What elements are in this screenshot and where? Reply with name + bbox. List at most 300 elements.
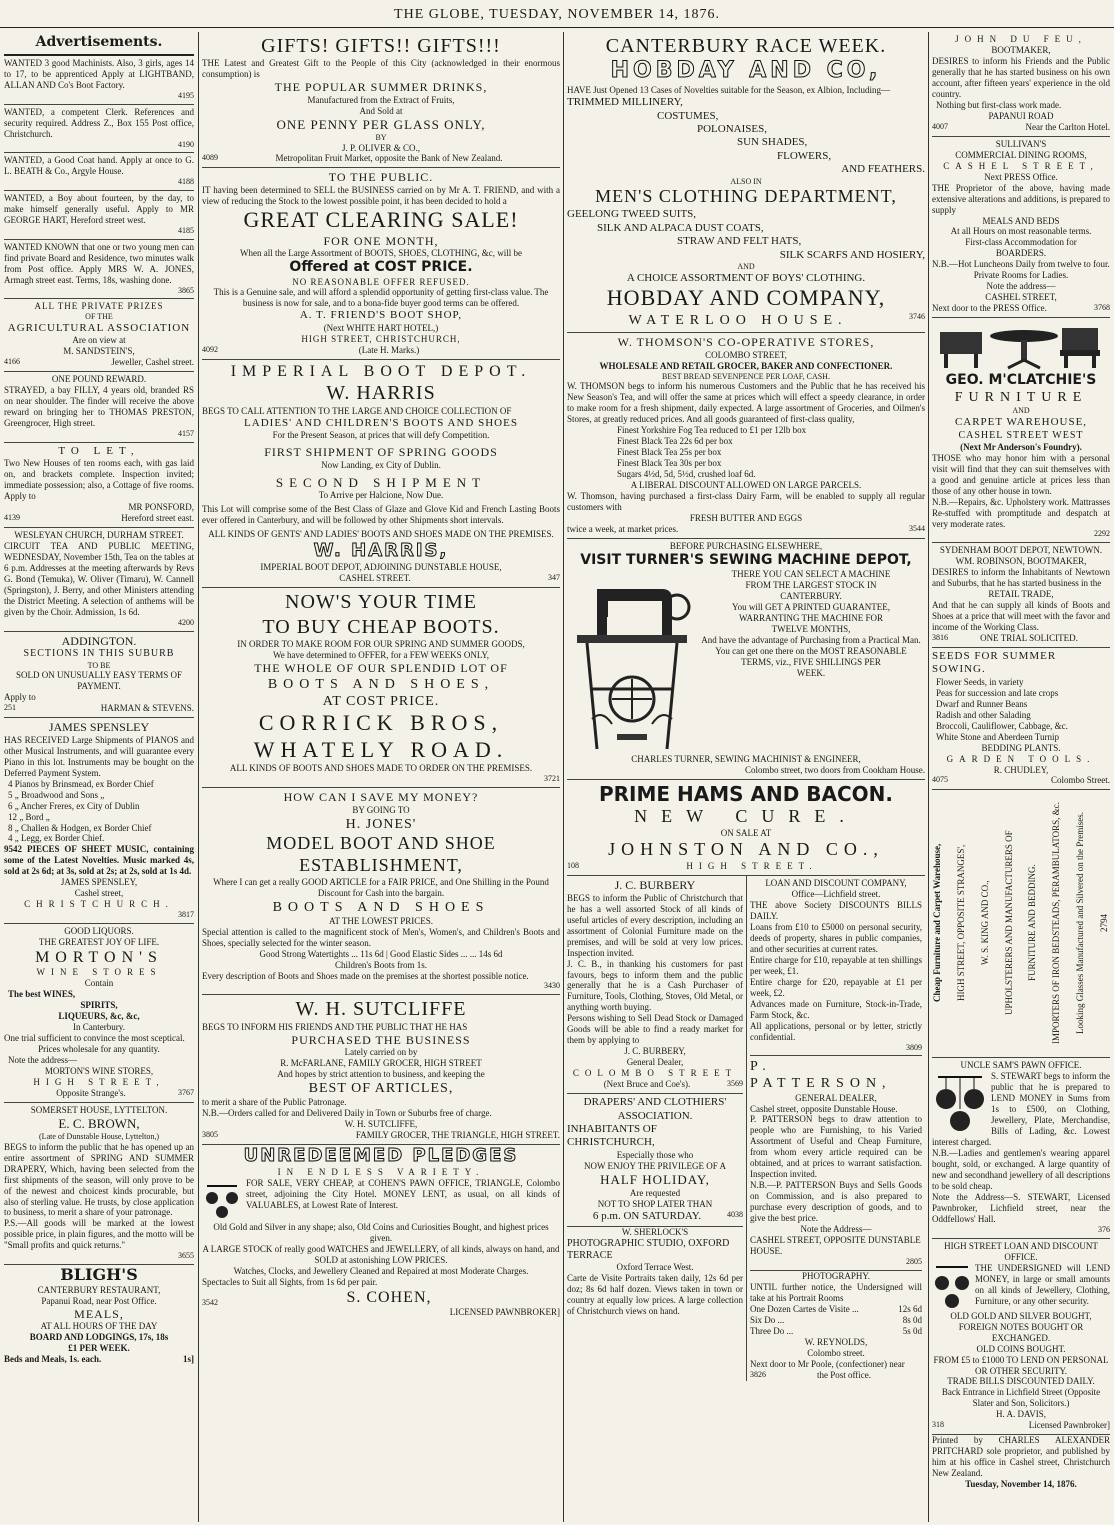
loan-office: Office—Lichfield street. — [791, 889, 881, 900]
sullivan-meals: MEALS AND BEDS — [982, 215, 1060, 226]
sutcliffe-purch: PURCHASED THE BUSINESS — [291, 1032, 471, 1047]
addington-title: ADDINGTON. — [61, 633, 137, 648]
piano-item: 12 „ Bord „ — [8, 811, 50, 822]
harris-address: CASHEL STREET. — [339, 573, 411, 584]
photo-name: W. REYNOLDS, — [804, 1336, 868, 1347]
masthead: THE GLOBE, TUESDAY, NOVEMBER 14, 1876. — [0, 0, 1114, 28]
robinson-name: WM. ROBINSON, BOOTMAKER, — [955, 556, 1087, 567]
sullivan-first: First-class Accommodation for — [965, 237, 1077, 248]
davis-back: Back Entrance in Lichfield Street (Opposite Slater and Son, Solicitors.) — [941, 1387, 1101, 1409]
hams-on: ON SALE AT — [720, 828, 772, 839]
turner-line: TWELVE MONTHS, — [771, 623, 851, 634]
turner-line: CANTERBURY. — [780, 590, 842, 601]
davis-text: THE UNDERSIGNED will LEND MONEY, in large or small amounts on all kinds of Jewellery, Clothing, Furniture, or any other security. — [975, 1262, 1110, 1306]
turner-before: BEFORE PURCHASING ELSEWHERE, — [669, 540, 823, 551]
spensley-street: Cashel street, — [74, 888, 124, 899]
loan-ad — [750, 876, 922, 1056]
ad-number: 3569 — [726, 1079, 743, 1089]
liquors-subtitle: THE GREATEST JOY OF LIFE. — [38, 936, 160, 947]
harris-landing: Now Landing, ex City of Dublin. — [321, 459, 441, 470]
hobday-name: HOBDAY AND COMPANY, — [606, 285, 886, 311]
hobday-logo: HOBDAY AND CO, — [610, 58, 882, 84]
prizes-trade: Jeweller, Cashel street. — [111, 357, 194, 368]
turner-visit: VISIT TURNER'S SEWING MACHINE DEPOT, — [580, 551, 912, 568]
reward-ad — [4, 372, 194, 443]
loan-entire: Entire charge for £20, repayable at £1 per week, £2. — [750, 976, 922, 998]
turner-line: And have the advantage of Purchasing from a Practical Man. — [701, 634, 921, 645]
tea-item: Finest Black Tea 30s per box — [617, 458, 722, 469]
hobday-item: SILK SCARFS AND HOSIERY, — [779, 248, 925, 261]
clatchie-carpet: CARPET WAREHOUSE, — [954, 416, 1088, 429]
ad-number: 4075 — [932, 775, 948, 785]
harris-second: SECOND SHIPMENT — [275, 474, 487, 490]
photo-text: UNTIL further notice, the Undersigned will take at his Portrait Rooms — [750, 1281, 922, 1303]
hobday-ad — [567, 32, 925, 333]
ad-number: 108 — [567, 861, 579, 871]
hams-title: PRIME HAMS AND BACON. — [598, 781, 894, 806]
addington-line: SOLD ON UNUSUALLY EASY TERMS OF PAYMENT. — [15, 670, 183, 692]
harris-first: FIRST SHIPMENT OF SPRING GOODS — [264, 444, 498, 459]
thomson-ad — [567, 333, 925, 539]
ad-number: 2292 — [1094, 529, 1110, 539]
jones-question: HOW CAN I SAVE MY MONEY? — [283, 790, 479, 805]
turner-line: WARRANTING THE MACHINE FOR — [738, 612, 884, 623]
sutcliffe-sig: W. H. SUTCLIFFE, — [344, 1119, 418, 1130]
seeds-ad — [932, 648, 1110, 791]
tea-item: Finest Black Tea 25s per box — [617, 447, 722, 458]
feu-text: DESIRES to inform his Friends and the Public generally that he has started business on his own account, after fifteen years' experience in the old country. — [932, 55, 1110, 99]
seeds-street: Colombo Street. — [1051, 775, 1110, 786]
column-1 — [4, 32, 194, 1522]
gifts-intro: THE Latest and Greatest Gift to the People of this City (acknowledged in their enormous consumption) is — [202, 58, 560, 80]
burbery-next: (Next Bruce and Coe's). — [603, 1079, 691, 1090]
uncle-title: UNCLE SAM'S PAWN OFFICE. — [960, 1060, 1082, 1071]
ad-number: 3746 — [908, 311, 925, 321]
loan-text: THE above Society DISCOUNTS BILLS DAILY. — [750, 900, 922, 922]
king-line: UPHOLSTERERS AND MANUFACTURERS OF — [1003, 831, 1014, 1016]
turner-line: You can get one there on the MOST REASONABLE — [715, 645, 907, 656]
spensley-text: HAS RECEIVED Large Shipments of PIANOS and other Musical Instruments, and will guarantee every Piano in this lot. Instruments may be bought on the Deferred Payment System. — [4, 734, 194, 778]
feu-name: JOHN DU FEU, — [955, 34, 1087, 44]
piano-item: 4 Pianos by Brinsmead, ex Border Chief — [8, 778, 154, 789]
gifts-drinks: THE POPULAR SUMMER DRINKS, — [274, 80, 488, 95]
ad-number: 1s] — [183, 1354, 194, 1365]
tea-item: Finest Yorkshire Fog Tea reduced to £1 per 12lb box — [617, 425, 807, 436]
prizes-association: AGRICULTURAL ASSOCIATION — [7, 322, 191, 335]
bligh-address: Papanui Road, near Post Office. — [41, 1295, 157, 1306]
ad-number: 347 — [548, 573, 560, 583]
jones-strong: Good Strong Watertights ... 11s 6d | Good Elastic Sides ... ... 14s 6d — [259, 948, 503, 959]
sullivan-nextp: Next door to the PRESS Office. — [932, 303, 1047, 314]
church-ad — [4, 528, 194, 632]
prizes-name: M. SANDSTEIN'S, — [63, 346, 135, 357]
photo-street: Colombo street. — [807, 1347, 865, 1358]
sherlock-address: Oxford Terrace West. — [616, 1262, 694, 1273]
burbery-street: COLOMBO STREET — [572, 1068, 738, 1079]
seed-item: White Stone and Aberdeen Turnip — [936, 731, 1059, 742]
sullivan-cashel: CASHEL STREET, — [985, 292, 1057, 303]
liquor-item: LIQUEURS, &c, &c, — [58, 1011, 140, 1022]
spensley-music: 9542 PIECES OF SHEET MUSIC, containing some of the Latest Novelties. Music marked 4s, sold at 2s 6d; at 3s, sold at 2s; at 2s, sold at 1s 4d. — [4, 844, 194, 877]
friend-name: A. T. FRIEND'S BOOT SHOP, — [299, 309, 463, 322]
ad-number: 3826 — [750, 1369, 766, 1379]
davis-coins: OLD COINS BOUGHT. — [976, 1343, 1066, 1354]
liquor-address: MORTON'S WINE STORES, — [44, 1066, 154, 1077]
corrick-road: WHATELY ROAD. — [253, 736, 509, 762]
patterson-note: Note the Address— — [800, 1224, 872, 1235]
gifts-title: GIFTS! GIFTS!! GIFTS!!! — [261, 35, 501, 57]
clatchie-street: CASHEL STREET WEST — [958, 429, 1084, 441]
hobday-item: POLONAISES, — [697, 123, 767, 135]
sutcliffe-nb: N.B.—Orders called for and Delivered Daily in Town or Suburbs free of charge. — [202, 1108, 492, 1119]
hams-subtitle: NEW CURE. — [634, 806, 858, 827]
wanted-ad — [4, 153, 194, 191]
prizes-ad — [4, 299, 194, 372]
sutcliffe-name: W. H. SUTCLIFFE — [295, 998, 467, 1021]
seed-item: Flower Seeds, in variety — [936, 676, 1024, 687]
church-text: CIRCUIT TEA AND PUBLIC MEETING, WEDNESDAY, November 15th, Tea on the tables at 6 p.m. Addresses at the meeting afterwards by Revs G. Bond (Temuka), W. Oliver (Timaru), W. Cannell (Springston), J. Berry, and other Ministers attending the District Meeting. A selection of anthems will be given by the Choir. Admission, 1s 6d. — [4, 541, 194, 617]
sutcliffe-best: BEST OF ARTICLES, — [308, 1081, 454, 1097]
ad-number: 4038 — [726, 1209, 743, 1219]
liquor-prices: Prices wholesale for any quantity. — [38, 1044, 160, 1055]
burbery-ad — [567, 876, 743, 1094]
liquor-note: Note the address— — [8, 1055, 77, 1066]
gifts-name: J. P. OLIVER & CO., — [341, 142, 420, 153]
sullivan-note: Note the address— — [986, 281, 1056, 292]
bligh-hours: AT ALL HOURS OF THE DAY — [40, 1321, 158, 1332]
clatchie-next: (Next Mr Anderson's Foundry). — [960, 441, 1082, 452]
morton-sub: WINE STORES — [36, 967, 162, 978]
hams-ad — [567, 780, 925, 876]
sullivan-private: Private Rooms for Ladies. — [973, 270, 1069, 281]
addington-ad — [4, 632, 194, 718]
wanted-ad — [4, 240, 194, 300]
wanted-ad — [4, 56, 194, 105]
brown-ps: P.S.—All goods will be marked at the lowest possible price, in plain figures, and the motto will be "Small profits and quick returns." — [4, 1218, 194, 1251]
hobday-race: CANTERBURY RACE WEEK. — [605, 35, 887, 57]
tolet-text: Two New Houses of ten rooms each, with gas laid on, and brackets complete. Inspection invited; immediate possession; also, a Cottage of five rooms. Apply to — [4, 458, 194, 502]
pawn-balls-icon — [932, 1071, 988, 1135]
spensley-sig: JAMES SPENSLEY, — [60, 877, 138, 888]
cohen-subtitle: IN ENDLESS VARIETY. — [277, 1167, 485, 1178]
friend-refused: NO REASONABLE OFFER REFUSED. — [292, 276, 470, 287]
king-line: Cheap Furniture and Carpet Warehouse, — [932, 844, 942, 1003]
burbery-role: General Dealer, — [626, 1057, 684, 1068]
sutcliffe-address: FAMILY GROCER, THE TRIANGLE, HIGH STREET. — [355, 1130, 560, 1141]
drapers-not: NOT TO SHOP LATER THAN — [597, 1198, 713, 1209]
ad-number: 4007 — [932, 121, 948, 131]
thomson-text: W. THOMSON begs to inform his numerous Customers and the Public that he has received his New Season's Tea, and will offer the same at prices which will effect a speedy clearance, in order to make room for a fresh shipment, daily expected. A large assortment of Groceries, and Oilmen's Stores, at greatly reduced prices. And all goods guaranteed of first-class quality, — [567, 381, 925, 425]
imprint-text: Printed by CHARLES ALEXANDER PRITCHARD sole proprietor, and published by him at his office in Cashel street, Christchurch New Zealand. — [932, 1435, 1110, 1479]
uncle-note: Note the Address—S. STEWART, Licensed Pawnbroker, Lichfield street, near the Oddfellows' Hall. — [932, 1192, 1110, 1224]
col3-lower — [567, 876, 925, 1380]
sullivan-rooms: COMMERCIAL DINING ROOMS, — [955, 149, 1087, 160]
hobday-item: STRAW AND FELT HATS, — [677, 235, 802, 248]
jones-lowest: AT THE LOWEST PRICES. — [328, 915, 433, 926]
thomson-discount: A LIBERAL DISCOUNT ALLOWED ON LARGE PARCELS. — [630, 480, 862, 491]
corrick-line: AT COST PRICE. — [322, 693, 440, 709]
sullivan-text: THE Proprietor of the above, having made extensive alterations and additions, is prepared to supply — [932, 182, 1110, 215]
spensley-city: CHRISTCHURCH. — [24, 899, 174, 910]
friend-address: HIGH STREET, CHRISTCHURCH, — [301, 333, 461, 344]
corrick-line: BOOTS AND SHOES, — [267, 676, 495, 692]
sutcliffe-hopes: And hopes by strict attention to business, and keeping the — [277, 1069, 485, 1080]
ad-number: 3768 — [1094, 303, 1110, 313]
jones-est: ESTABLISHMENT, — [299, 854, 463, 875]
ad-number: 4139 — [4, 513, 20, 523]
drapers-title: DRAPERS' AND CLOTHIERS' ASSOCIATION. — [583, 1096, 727, 1122]
sullivan-street: CASHEL STREET, — [943, 160, 1099, 171]
sullivan-ad — [932, 137, 1110, 319]
newspaper-page — [0, 28, 1114, 1525]
hobday-also: ALSO IN — [730, 176, 762, 186]
seeds-tools: GARDEN TOOLS. — [946, 753, 1096, 764]
brown-late: (Late of Dunstable House, Lyttelton,) — [39, 1131, 159, 1141]
tea-item: Finest Black Tea 22s 6d per box — [617, 436, 733, 447]
feu-nothing: Nothing but first-class work made. — [936, 99, 1062, 110]
robinson-retail: RETAIL TRADE, — [988, 589, 1054, 600]
drapers-now: NOW ENJOY THE PRIVILEGE OF A — [583, 1160, 727, 1171]
burbery-sig: J. C. BURBERY, — [624, 1046, 686, 1057]
thomson-butter: FRESH BUTTER AND EGGS — [689, 512, 803, 523]
loan-entire: Entire charge for £10, repayable at ten shillings per week, £1. — [750, 954, 922, 976]
seed-item: Dwarf and Runner Beans — [936, 698, 1028, 709]
loan-loans: Loans from £10 to £5000 on personal security, deeds of property, shares in public companies, and other securities at current rates. — [750, 921, 922, 954]
corrick-line: NOW'S YOUR TIME — [285, 591, 477, 614]
loan-title: LOAN AND DISCOUNT COMPANY, — [765, 878, 907, 889]
jones-child: Children's Boots from 1s. — [334, 959, 428, 970]
feu-ad — [932, 32, 1110, 137]
cohen-name: S. COHEN, — [346, 1288, 432, 1306]
photo-po: the Post office. — [816, 1369, 872, 1380]
king-line: Looking Glasses Manufactured and Silvered on the Premises. — [1075, 812, 1086, 1035]
reward-text: STRAYED, a bay FILLY, 4 years old, branded RS on near shoulder. The finder will receive the above reward on bringing her to THOMAS PRESTON, Greengrocer, High street. — [4, 385, 194, 429]
ad-number: 3655 — [178, 1251, 194, 1261]
ad-text: WANTED, a competent Clerk. References and security required. Address Z., Box 155 Post office, Christchurch. — [4, 106, 194, 139]
wanted-ad — [4, 191, 194, 240]
piano-item: 5 „ Broadwood and Sons „ — [8, 789, 105, 800]
brown-ad — [4, 1103, 194, 1265]
church-title: WESLEYAN CHURCH, DURHAM STREET. — [14, 530, 184, 541]
ad-number: 3816 — [932, 632, 948, 642]
sherlock-studio: PHOTOGRAPHIC STUDIO, OXFORD TERRACE — [567, 1237, 730, 1262]
sutcliffe-lately: Lately carried on by — [344, 1047, 418, 1058]
robinson-trial: ONE TRIAL SOLICITED. — [980, 632, 1078, 643]
jones-every: Every description of Boots and Shoes made on the premises at the shortest possible notice. — [202, 970, 529, 981]
ad-number: 4195 — [178, 90, 194, 100]
turner-line: You will GET A PRINTED GUARANTEE, — [732, 601, 890, 612]
ad-number: 3544 — [909, 523, 925, 533]
turner-name: CHARLES TURNER, SEWING MACHINIST & ENGINEER, — [631, 753, 861, 764]
corrick-line: We have determined to OFFER, for a FEW WEEKS ONLY, — [272, 649, 490, 660]
friend-late: (Late H. Marks.) — [358, 344, 420, 355]
sutcliffe-merit: to merit a share of the Public Patronage. — [202, 1097, 347, 1108]
davis-title: HIGH STREET LOAN AND DISCOUNT OFFICE. — [944, 1240, 1098, 1262]
brown-name: E. C. BROWN, — [58, 1116, 140, 1132]
liquor-item: In Canterbury. — [73, 1022, 125, 1033]
corrick-ad — [202, 588, 560, 788]
ad-number: 3809 — [906, 1042, 922, 1052]
hobday-item: AND FEATHERS. — [841, 163, 925, 176]
liquor-item: The best WINES, — [8, 989, 76, 1000]
harris-logo: W. HARRIS, — [313, 540, 449, 562]
harris-name: W. HARRIS — [326, 382, 436, 405]
robinson-and: And that he can supply all kinds of Boots and Shoes at a price that will meet with the favor and income of the Working Class. — [932, 600, 1110, 632]
tolet-ad — [4, 443, 194, 528]
tolet-title: TO LET, — [58, 444, 140, 457]
ad-number: 3865 — [178, 285, 194, 295]
photo-item: Three Do ... — [750, 1325, 794, 1336]
hobday-have: HAVE Just Opened 13 Cases of Novelties suitable for the Season, ex Albion, Including— — [567, 85, 891, 96]
clatchie-text: THOSE who may honor him with a personal visit will find that they can suit themselves with a good and genuine article at prices less than those of any other house in town. — [932, 452, 1110, 496]
harris-arrive: To Arrive per Halcione, Now Due. — [318, 490, 444, 501]
turner-line: FROM THE LARGEST STOCK IN — [745, 579, 877, 590]
davis-gold: OLD GOLD AND SILVER BOUGHT, FOREIGN NOTES BOUGHT OR EXCHANGED. — [950, 1310, 1092, 1343]
photo-item: One Dozen Cartes de Visite ... — [750, 1303, 859, 1314]
burbery-persons: Persons wishing to Sell Dead Stock or Damaged Goods will be able to find a ready market for them by applying to — [567, 1013, 743, 1046]
drapers-esp: Especially those who — [616, 1149, 694, 1160]
corrick-line: TO BUY CHEAP BOOTS. — [262, 615, 500, 638]
wanted-ads — [4, 56, 194, 299]
gifts-sold: And Sold at — [359, 105, 403, 116]
column-3 — [563, 32, 925, 1522]
hobday-and: AND — [737, 261, 755, 271]
cohen-title: UNREDEEMED PLEDGES — [243, 1145, 519, 1167]
ad-text: WANTED 3 good Machinists. Also, 3 girls, ages 14 to 17, to be apprenticed Apply at LIGHTBAND, ALLAN AND Co's Boot Factory. — [4, 58, 194, 91]
king-ad — [932, 790, 1110, 1058]
sutcliffe-prev: R. McFARLANE, FAMILY GROCER, HIGH STREET — [280, 1058, 482, 1069]
piano-item: 4 „ Legg, ex Border Chief. — [8, 833, 105, 844]
hobday-item: COSTUMES, — [657, 109, 719, 122]
gifts-ad — [202, 32, 560, 168]
pawn-balls-icon — [932, 1263, 972, 1311]
drapers-time: 6 p.m. ON SATURDAY. — [592, 1209, 702, 1222]
jones-ad — [202, 788, 560, 995]
king-line: HIGH STREET, OPPOSITE STRANGES', — [955, 845, 966, 1002]
liquors-ad — [4, 924, 194, 1103]
tolet-name: MR PONSFORD, — [128, 502, 194, 513]
furniture-illustration — [936, 322, 1106, 370]
uncle-nb: N.B.—Ladies and gentlemen's wearing apparel bought, sold, or exchanged. A large quantity of new and secondhand jewellery of all descriptions to be sold cheap. — [932, 1148, 1110, 1192]
clatchie-and: AND — [1012, 406, 1030, 416]
harris-address: IMPERIAL BOOT DEPOT, ADJOINING DUNSTABLE HOUSE, — [260, 562, 502, 573]
corrick-line: IN ORDER TO MAKE ROOM FOR OUR SPRING AND SUMMER GOODS, — [237, 638, 525, 649]
column-4 — [928, 32, 1110, 1522]
ad-number: 3817 — [178, 910, 194, 920]
corrick-name: CORRICK BROS, — [258, 709, 504, 735]
robinson-ad — [932, 543, 1110, 648]
friend-month: FOR ONE MONTH, — [323, 233, 439, 248]
friend-title: TO THE PUBLIC. — [328, 170, 434, 185]
sullivan-hours: At all Hours on most reasonable terms. — [950, 226, 1092, 237]
column-2 — [198, 32, 560, 1522]
sewing-machine-illustration — [567, 569, 697, 754]
jones-by: BY GOING TO — [352, 804, 410, 815]
patterson-text: P. PATTERSON begs to draw attention to people who are Furnishing, to his Varied Assortment of Useful and Cheap Furniture, from whom every article required can be obtained, and at prices to warrant satisfaction. Inspection invited. — [750, 1114, 922, 1180]
ad-number: 3430 — [544, 981, 560, 991]
imprint-date: Tuesday, November 14, 1876. — [965, 1479, 1077, 1490]
robinson-depot: SYDENHAM BOOT DEPOT, NEWTOWN. — [939, 545, 1103, 556]
seed-item: Radish and other Salading — [936, 709, 1031, 720]
ad-number: 4188 — [178, 177, 194, 187]
advertisements-heading: Advertisements. — [4, 32, 194, 56]
davis-trade: TRADE BILLS DISCOUNTED DAILY. — [947, 1376, 1095, 1387]
patterson-role: GENERAL DEALER, — [795, 1092, 877, 1103]
feu-near: Near the Carlton Hotel. — [1025, 121, 1110, 132]
ad-number: 2794 — [1099, 914, 1110, 933]
seed-item: Peas for succession and late crops — [936, 687, 1059, 698]
hobday-item: SUN SHADES, — [737, 136, 808, 149]
jones-special: Special attention is called to the magnificent stock of Men's, Women's, and Children's Boots and Shoes, specially selected for the winter season. — [202, 926, 560, 948]
ad-number: 318 — [932, 1420, 944, 1430]
thomson-bread: BEST BREAD SEVENPENCE PER LOAF, CASH. — [662, 371, 830, 381]
seeds-title: SEEDS FOR SUMMER SOWING. — [932, 649, 1057, 676]
photo-price: 5s 0d — [902, 1325, 922, 1336]
addington-line: SECTIONS IN THIS SUBURB — [23, 648, 175, 660]
patterson-address: Cashel street, opposite Dunstable House. — [750, 1103, 898, 1114]
ad-number: 4200 — [178, 617, 194, 627]
sullivan-name: SULLIVAN'S — [995, 138, 1047, 149]
cohen-stock: A LARGE STOCK of really good WATCHES and JEWELLERY, of all kinds, always on hand, and SOLD at astonishing LOW PRICES. — [202, 1243, 560, 1265]
jones-model: MODEL BOOT AND SHOE — [266, 832, 496, 853]
ad-number: 4089 — [202, 153, 218, 163]
hams-address: HIGH STREET. — [686, 861, 818, 872]
corrick-line: THE WHOLE OF OUR SPLENDID LOT OF — [254, 660, 508, 675]
morton-contain: Contain — [84, 978, 114, 989]
pawn-balls-icon — [202, 1180, 242, 1220]
reward-title: ONE POUND REWARD. — [51, 374, 147, 385]
burbery-jcb: J. C. B., in thanking his customers for past favours, begs to inform them and the public generally that he is a Cash Purchaser of Furniture, Tools, Clothing, Stoves, Old Metal, or anything worth buying. — [567, 958, 743, 1013]
photo-next: Next door to Mr Poole, (confectioner) near — [750, 1358, 905, 1369]
thomson-twice: twice a week, at market prices. — [567, 523, 679, 534]
gifts-price: ONE PENNY PER GLASS ONLY, — [276, 116, 486, 132]
cohen-ad — [202, 1145, 560, 1318]
photo-title: PHOTOGRAPHY. — [802, 1270, 870, 1281]
ad-number: 4092 — [202, 344, 218, 354]
liquor-trial: One trial sufficient to convince the most sceptical. — [4, 1033, 185, 1044]
photo-ad — [750, 1271, 922, 1381]
morton-name: MORTON'S — [35, 948, 163, 966]
friend-when: When all the Large Assortment of BOOTS, SHOES, CLOTHING, &c, will be — [239, 248, 523, 259]
jones-name: H. JONES' — [345, 816, 417, 832]
sherlock-text: Carte de Visite Portraits taken daily, 12s 6d per doz; 8s 6d half dozen. Views taken in town or country at equally low prices. A large collection of Christchurch views on hand. — [567, 1273, 743, 1317]
king-line: IMPORTERS OF IRON BEDSTEADS, PERAMBULATORS, &c. — [1051, 802, 1062, 1045]
jones-boots: BOOTS AND SHOES — [272, 899, 490, 915]
burbery-name: J. C. BURBERY — [614, 878, 696, 893]
ad-number: 3767 — [178, 1088, 194, 1098]
harris-season: For the Present Season, at prices that will defy Competition. — [272, 430, 490, 440]
drapers-req: Are requested — [629, 1187, 681, 1198]
clatchie-furniture: FURNITURE — [954, 390, 1088, 406]
drapers-ad — [567, 1094, 743, 1227]
ad-number: 4157 — [178, 429, 194, 439]
feu-road: PAPANUI ROAD — [988, 110, 1054, 121]
bligh-beds: Beds and Meals, 1s. each. — [4, 1354, 102, 1365]
turner-address: Colombo street, two doors from Cookham House. — [745, 764, 925, 775]
bligh-week: £1 PER WEEK. — [68, 1343, 130, 1354]
patterson-nb: N.B.—P. PATTERSON Buys and Sells Goods on Commission, and is also prepared to purchase every description of goods, and to give the best price. — [750, 1180, 922, 1224]
prizes-of: OF THE — [85, 312, 113, 322]
ad-text: WANTED, a Good Coat hand. Apply at once to G. L. BEATH & Co., Argyle House. — [4, 155, 194, 177]
imprint — [932, 1435, 1110, 1490]
davis-ad — [932, 1239, 1110, 1436]
thomson-dairy: W. Thomson, having purchased a first-class Dairy Farm, will be enabled to supply all regular customers with — [567, 491, 925, 512]
drapers-inhab: INHABITANTS OF CHRISTCHURCH, — [567, 1122, 657, 1149]
liquors-title: GOOD LIQUORS. — [64, 926, 134, 937]
gifts-made: Manufactured from the Extract of Fruits, — [307, 94, 455, 105]
spensley-title: JAMES SPENSLEY — [48, 720, 150, 735]
harris-ad — [202, 360, 560, 588]
